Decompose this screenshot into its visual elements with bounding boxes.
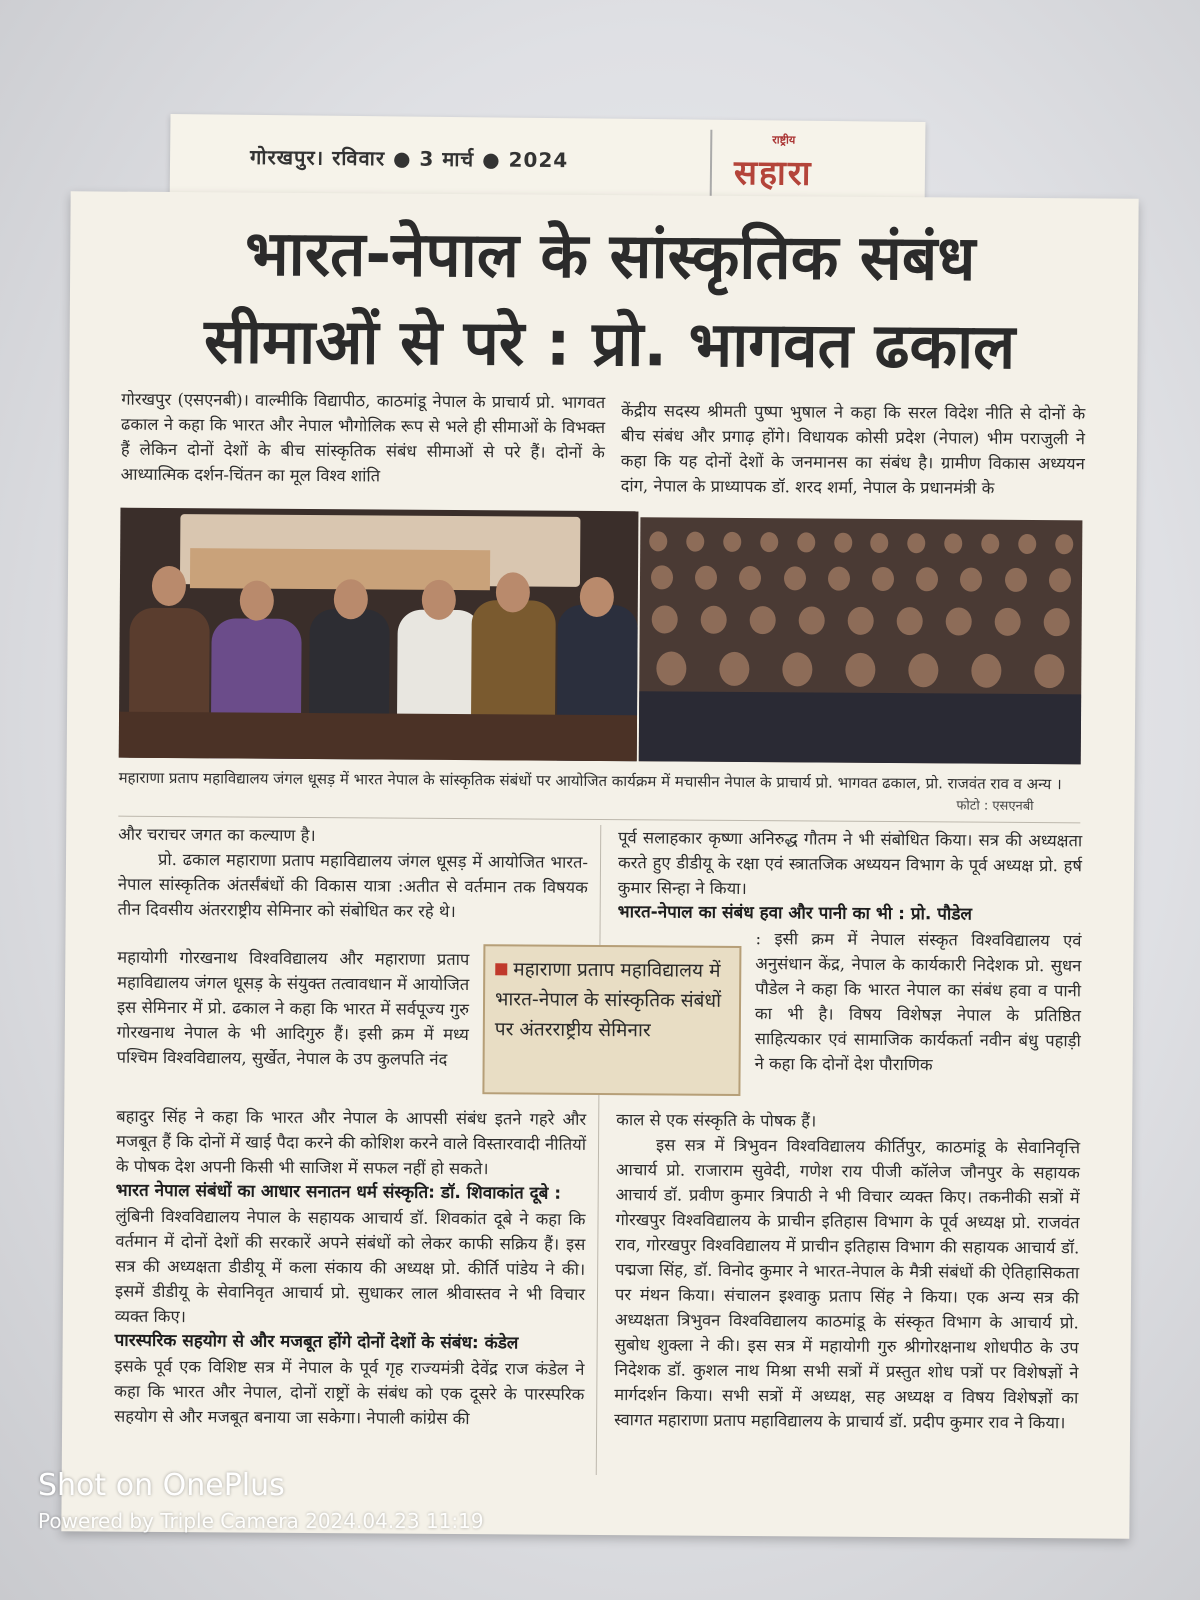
person-head xyxy=(422,580,456,620)
intro-right-text: केंद्रीय सदस्य श्रीमती पुष्पा भुषाल ने कहा कि सरल विदेश नीति से दोनों के बीच संबंध और प्रगाढ़ होंगे। विधायक कोसी प्रदेश (नेपाल) भीम पराजुली ने कहा कि यह दोनों देशों के जनमानस का संबंध है। ग्रामीण विकास अध्ययन दांग, नेपाल के प्राध्यापक डॉ. शरद शर्मा, नेपाल के प्रधानमंत्री के xyxy=(620,401,1086,498)
news-clipping xyxy=(61,191,1138,1538)
watermark-line-2: Powered by Triple Camera 2024.04.23 11:19 xyxy=(38,1509,484,1533)
left-column-lower xyxy=(114,1104,586,1432)
watermark-line-1: Shot on OnePlus xyxy=(38,1468,285,1503)
intro-right-column xyxy=(621,398,1086,501)
right-column-wrap xyxy=(755,926,1082,1078)
right-column-lower xyxy=(614,1107,1080,1435)
dateline: गोरखपुर। रविवार ● 3 मार्च ● 2024 xyxy=(249,144,569,173)
column-divider xyxy=(596,825,602,1475)
stage-photo xyxy=(119,508,639,762)
intro-left-column xyxy=(121,387,606,490)
front-row-suits xyxy=(639,691,1081,764)
para: महायोगी गोरखनाथ विश्वविद्यालय और महाराणा प्रताप महाविद्यालय जंगल धूसड़ के संयुक्त तत्वावधान में आयोजित इस सेमिनार में प्रो. ढकाल ने कहा कि भारत में सर्वपूज्य गुरु गोरखनाथ नेपाल के भी आदिगुरु हैं। इसी क्रम में मध्य पश्चिम विश्वविद्यालय, सुर्खेत, नेपाल के उप कुलपति नंद xyxy=(116,947,470,1069)
audience-row xyxy=(640,565,1082,592)
subhead: भारत नेपाल संबंधों का आधार सनातन धर्म संस्कृति: डॉ. शिवाकांत दूबे : xyxy=(115,1180,562,1204)
person-head xyxy=(152,566,186,606)
newspaper-logo xyxy=(710,130,901,204)
camera-watermark xyxy=(38,1468,484,1533)
person-head xyxy=(496,572,530,612)
pull-quote xyxy=(482,944,741,1096)
subhead: भारत-नेपाल का संबंध हवा और पानी का भी : प्रो. पौडेल xyxy=(617,902,973,925)
para: इसके पूर्व एक विशिष्ट सत्र में नेपाल के पूर्व गृह राज्यमंत्री देवेंद्र राज कंडेल ने कहा कि भारत और नेपाल, दोनों राष्ट्रों के संबंध को एक दूसरे के पारस्परिक सहयोग से और मजबूत बनाया जा सकेगा। नेपाली कांग्रेस की xyxy=(114,1356,585,1429)
logo-small-text: राष्ट्रीय xyxy=(772,133,796,147)
audience-row xyxy=(640,531,1082,554)
headline-line-2: सीमाओं से परे : प्रो. भागवत ढकाल xyxy=(203,304,1016,383)
subhead: पारस्परिक सहयोग से और मजबूत होंगे दोनों देशों के संबंध: कंडेल xyxy=(114,1330,519,1354)
para: और चराचर जगत का कल्याण है। xyxy=(118,824,316,846)
person-head xyxy=(334,579,368,619)
para: इस सत्र में त्रिभुवन विश्वविद्यालय कीर्तिपुर, काठमांडू के सेवानिवृत्ति आचार्य प्रो. राजाराम सुवेदी, गणेश राय पीजी कॉलेज जौनपुर के सहायक आचार्य डॉ. प्रवीण कुमार त्रिपाठी ने भी विचार व्यक्त किए। तकनीकी सत्रों में गोरखपुर विश्वविद्यालय के प्राचीन इतिहास विभाग के पूर्व अध्यक्ष प्रो. राजवंत राव, गोरखपुर विश्वविद्यालय में प्राचीन इतिहास विभाग की सहायक आचार्य डॉ. पद्मजा सिंह, डॉ. विनोद कुमार ने भारत-नेपाल के मैत्री संबंधों की ऐतिहासिकता पर मंथन किया। संचालन इश्वाकु प्रताप सिंह ने किया। एक अन्य सत्र की अध्यक्षता त्रिभुवन विश्वविद्यालय काठमांडू के संस्कृत विभाग के आचार्य प्रो. सुबोध शुक्ला ने की। इस सत्र में महायोगी गुरु श्रीगोरक्षनाथ शोधपीठ के उप निदेशक डॉ. कुशल नाथ मिश्रा सभी सत्रों में प्रस्तुत शोध पत्रों पर विशेषज्ञों ने मार्गदर्शन किया। सभी सत्रों में अध्यक्ष, सह अध्यक्ष व विषय विशेषज्ञों का स्वागत महाराणा प्रताप महाविद्यालय के प्राचार्य डॉ. प्रदीप कुमार राव ने किया। xyxy=(614,1135,1081,1433)
photo-caption: महाराणा प्रताप महाविद्यालय जंगल धूसड़ में भारत नेपाल के सांस्कृतिक संबंधों पर आयोजित कार्यक्रम में मचासीन नेपाल के प्राचार्य प्रो. भागवत ढकाल, प्रो. राजवंत राव व अन्य । xyxy=(118,768,1062,794)
para: : इसी क्रम में नेपाल संस्कृत विश्वविद्यालय एवं अनुसंधान केंद्र, नेपाल के कार्यकारी निदेशक प्रो. सुधन पौडेल ने कहा कि भारत नेपाल का संबंध हवा व पानी का भी है। विषय विशेषज्ञ नेपाल के प्रतिष्ठित साहित्यकार एवं सामाजिक कार्यकर्ता नवीन बंधु पहाड़ी ने कहा कि दोनों देश पौराणिक xyxy=(754,929,1082,1075)
person-head xyxy=(240,580,274,620)
logo-name: सहारा xyxy=(733,152,813,194)
para: प्रो. ढकाल महाराणा प्रताप महाविद्यालय जंगल धूसड़ में आयोजित भारत-नेपाल सांस्कृतिक अंतर्संबंधों की विकास यात्रा :अतीत से वर्तमान तक विषयक तीन दिवसीय अंतरराष्ट्रीय सेमिनार को संबोधित कर रहे थे। xyxy=(117,849,589,921)
photo-credit: फोटो : एसएनबी xyxy=(956,798,1034,815)
left-column xyxy=(118,822,589,925)
headline-line-1: भारत-नेपाल के सांस्कृतिक संबंध xyxy=(244,216,976,295)
stage-table xyxy=(119,712,637,762)
right-column xyxy=(618,825,1083,928)
person-head xyxy=(580,577,614,617)
left-column-wrap xyxy=(117,945,470,1072)
audience-row xyxy=(640,605,1082,636)
bullet-square-icon xyxy=(495,963,507,975)
para: पूर्व सलाहकार कृष्णा अनिरुद्ध गौतम ने भी संबोधित किया। सत्र की अध्यक्षता करते हुए डीडीयू के रक्षा एवं स्त्रातजिक अध्ययन विभाग के पूर्व अध्यक्ष प्रो. हर्ष कुमार सिन्हा ने किया। xyxy=(617,828,1083,899)
para: काल से एक संस्कृति के पोषक हैं। xyxy=(616,1110,817,1131)
intro-left-text: गोरखपुर (एसएनबी)। वाल्मीकि विद्यापीठ, काठमांडू नेपाल के प्राचार्य प्रो. भागवत ढकाल ने कहा कि भारत और नेपाल भौगोलिक रूप से भले ही सीमाओं के विभक्त हैं लेकिन दोनों देशों के बीच सांस्कृतिक संबंध सीमाओं से परे हैं। दोनों के आध्यात्मिक दर्शन-चिंतन का मूल विश्व शांति xyxy=(120,389,606,486)
pull-quote-text: महाराणा प्रताप महाविद्यालय में भारत-नेपाल के सांस्कृतिक संबंधों पर अंतरराष्ट्रीय सेमिनार xyxy=(494,958,722,1042)
audience-photo xyxy=(639,517,1083,764)
para: लुंबिनी विश्वविद्यालय नेपाल के सहायक आचार्य डॉ. शिवकांत दूबे ने कहा कि वर्तमान में दोनों देशों की सरकारें अपने संबंधों को लेकर काफी सक्रिय हैं। इस सत्र की अध्यक्षता डीडीयू में कला संकाय की अध्यक्ष प्रो. कीर्ति पांडेय ने की। इसमें डीडीयू के सेवानिवृत आचार्य प्रो. सुधाकर लाल श्रीवास्तव ने भी विचार व्यक्त किए। xyxy=(114,1206,586,1327)
para: बहादुर सिंह ने कहा कि भारत और नेपाल के आपसी संबंध इतने गहरे और मजबूत हैं कि दोनों में खाई पैदा करने की कोशिश करने वाले विस्तारवादी नीतियों के पोषक देश अपनी किसी भी साजिश में सफल नहीं हो सकते। xyxy=(115,1106,587,1179)
audience-row xyxy=(639,651,1081,688)
